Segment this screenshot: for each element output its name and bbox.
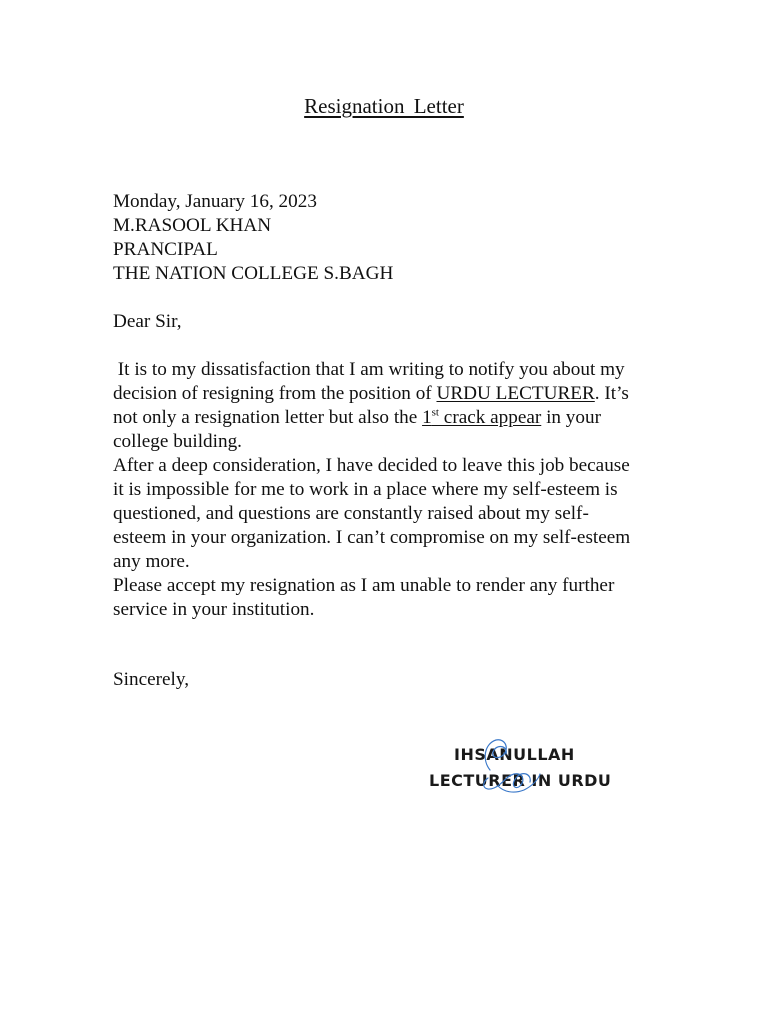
body-p1-line2 xyxy=(113,382,673,406)
body-p2-line4: esteem in your organization. I can’t compromise on my self-esteem xyxy=(113,527,631,548)
recipient-name: M.RASOOL KHAN xyxy=(113,215,272,236)
recipient-title: PRANCIPAL xyxy=(113,239,218,260)
body-p2-line5: any more. xyxy=(113,551,190,572)
body-p1-line3-start: not only a resignation letter but also the xyxy=(113,407,423,428)
body-p1-line1: It is to my dissatisfaction that I am writing to notify you about my xyxy=(113,359,625,380)
position-title: URDU LECTURER xyxy=(436,383,595,404)
signer-name: IHSANULLAH xyxy=(454,745,575,764)
letter-body xyxy=(113,358,673,622)
body-p1-line4: college building. xyxy=(113,431,242,452)
body-p3-line2: service in your institution. xyxy=(113,599,315,620)
crack-text: crack appear xyxy=(439,407,542,428)
crack-ordinal: st xyxy=(431,406,439,419)
salutation xyxy=(113,310,673,334)
signer-title: LECTURER IN URDU xyxy=(429,771,612,790)
body-p1-line3-end: in your xyxy=(541,407,601,428)
institution-name: THE NATION COLLEGE S.BAGH xyxy=(113,263,394,284)
body-p2-line2: it is impossible for me to work in a place where my self-esteem is xyxy=(113,479,618,500)
body-p3-line1: Please accept my resignation as I am unable to render any further xyxy=(113,575,615,596)
closing-text: Sincerely, xyxy=(113,669,190,690)
title-text: Resignation Letter xyxy=(304,94,464,118)
closing xyxy=(113,668,673,692)
letter-header xyxy=(113,190,673,286)
crack-phrase xyxy=(422,407,541,428)
body-p1-line2-end: . It’s xyxy=(594,383,629,404)
body-p2-line3: questioned, and questions are constantly raised about my self- xyxy=(113,503,589,524)
body-p1-line3 xyxy=(113,406,673,430)
signature-block xyxy=(400,742,640,794)
page-title xyxy=(0,92,768,120)
crack-number: 1 xyxy=(422,407,432,428)
salutation-text: Dear Sir, xyxy=(113,311,182,332)
body-p1-line2-start: decision of resigning from the position of xyxy=(113,383,437,404)
body-p2-line1: After a deep consideration, I have decided to leave this job because xyxy=(113,455,630,476)
letter-date: Monday, January 16, 2023 xyxy=(113,191,317,212)
